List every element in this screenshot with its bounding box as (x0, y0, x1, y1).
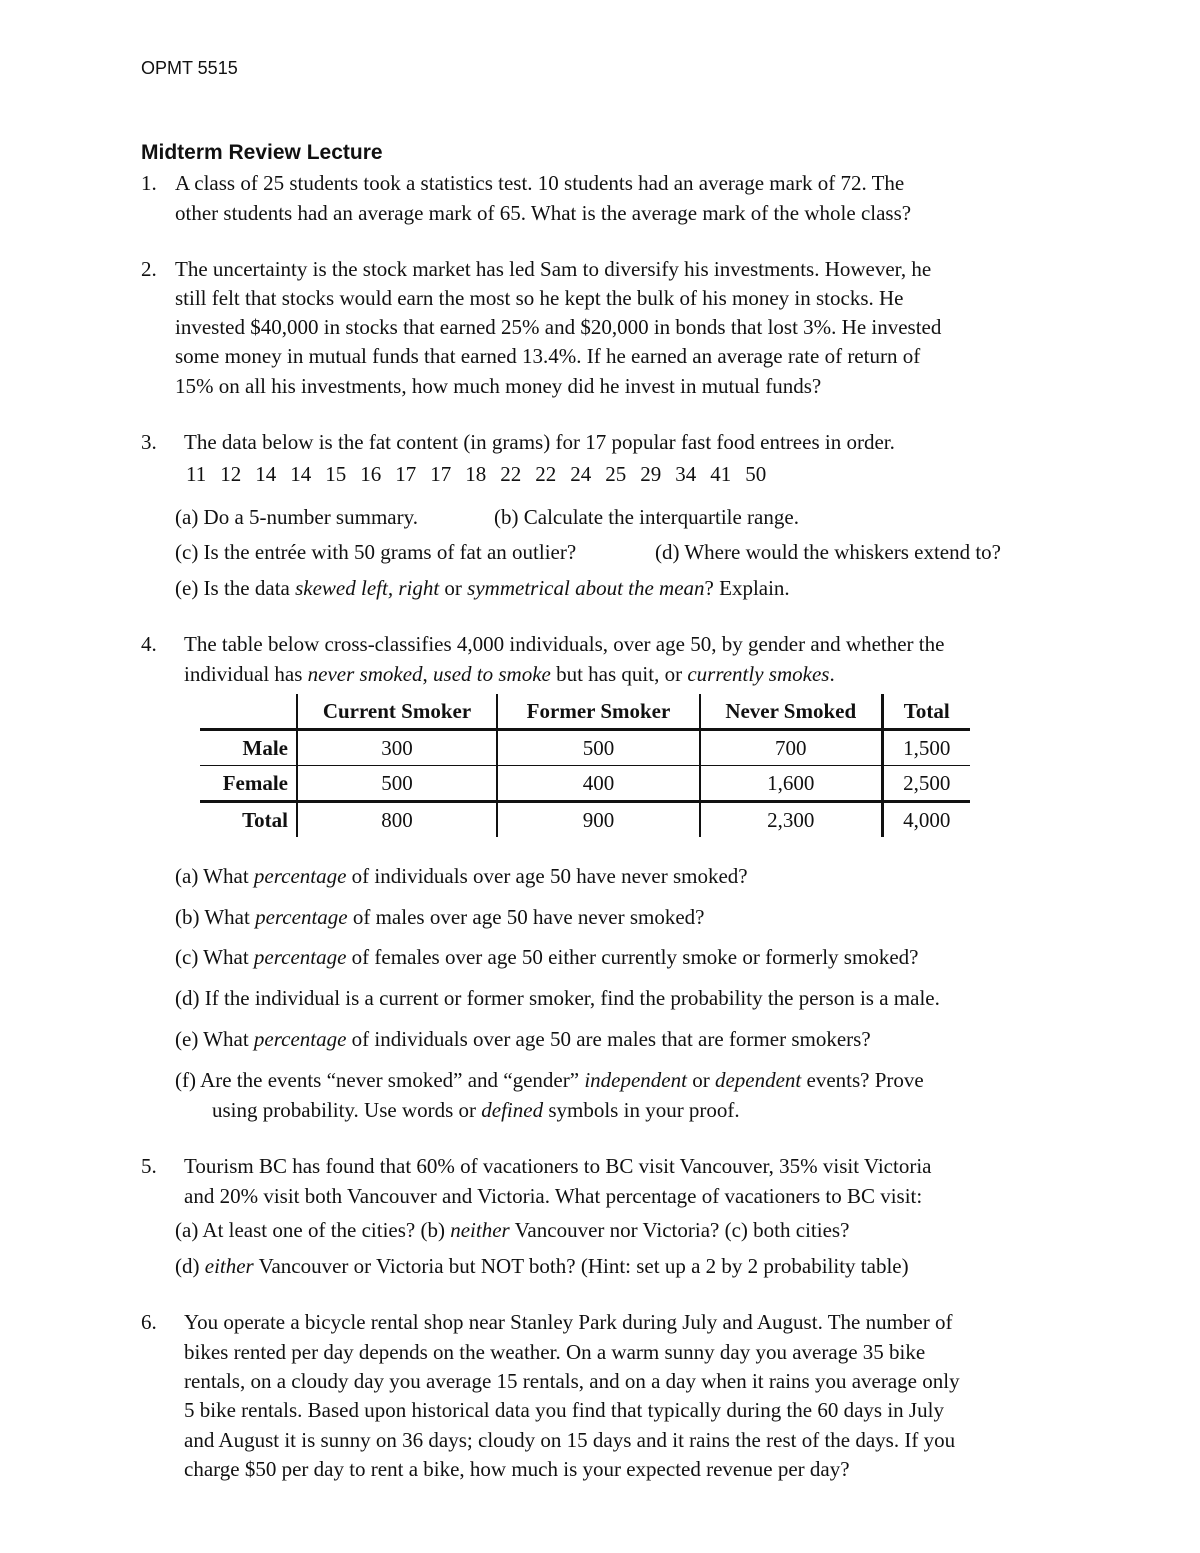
table-cell: 1,500 (882, 730, 970, 766)
text-italic: percentage (253, 1027, 347, 1051)
course-code: OPMT 5515 (141, 58, 238, 78)
text: of females over age 50 either currently smoke or formerly smoked? (346, 945, 919, 969)
text: (e) Is the data (175, 576, 296, 600)
text-italic: either (204, 1254, 254, 1278)
q1-line: other students had an average mark of 65. What is the average mark of the whole class? (175, 201, 912, 225)
table-cell: 500 (297, 766, 497, 802)
data-value: 12 (220, 462, 242, 486)
q3-part-a: (a) Do a 5-number summary. (175, 505, 418, 529)
data-value: 14 (255, 462, 277, 486)
text-italic: dependent (714, 1068, 802, 1092)
page-title: Midterm Review Lecture (141, 141, 383, 164)
column-header: Current Smoker (297, 694, 497, 730)
q4-intro: The table below cross-classifies 4,000 individuals, over age 50, by gender and whether the (184, 632, 945, 656)
text: of individuals over age 50 have never smoked? (346, 864, 748, 888)
q5-line: Tourism BC has found that 60% of vacationers to BC visit Vancouver, 35% visit Victoria (184, 1154, 932, 1178)
q4-part-b (175, 907, 704, 928)
text-italic: defined (481, 1098, 544, 1122)
text-italic: skewed left, right (295, 576, 440, 600)
table-cell: 300 (297, 730, 497, 766)
smoking-table (200, 694, 970, 837)
text-italic: independent (584, 1068, 687, 1092)
data-value: 34 (675, 462, 697, 486)
q3-part-d: (d) Where would the whiskers extend to? (655, 540, 1002, 564)
data-value: 41 (710, 462, 732, 486)
table-cell: 700 (700, 730, 882, 766)
text: (b) What (175, 905, 256, 929)
q3-intro: The data below is the fat content (in grams) for 17 popular fast food entrees in order. (184, 430, 895, 454)
data-value: 17 (395, 462, 417, 486)
q3-number: 3. (141, 430, 157, 454)
q5-line: and 20% visit both Vancouver and Victoria. What percentage of vacationers to BC visit: (184, 1184, 923, 1208)
text-italic: percentage (253, 864, 347, 888)
q2-number: 2. (141, 257, 157, 281)
q1-line: A class of 25 students took a statistics test. 10 students had an average mark of 72. The (175, 171, 905, 195)
q6-line: charge $50 per day to rent a bike, how much is your expected revenue per day? (184, 1457, 850, 1481)
text: (a) At least one of the cities? (b) (175, 1218, 451, 1242)
table-cell: 4,000 (882, 802, 970, 838)
text: (d) (175, 1254, 205, 1278)
q4-part-e (175, 1029, 871, 1050)
data-value: 18 (465, 462, 487, 486)
data-value: 25 (605, 462, 627, 486)
column-header: Former Smoker (497, 694, 700, 730)
q4-part-f (175, 1070, 924, 1091)
q4-number: 4. (141, 632, 157, 656)
text: symbols in your proof. (543, 1098, 740, 1122)
table-cell: 500 (497, 730, 700, 766)
q3-part-c: (c) Is the entrée with 50 grams of fat an outlier? (175, 540, 577, 564)
text: (e) What (175, 1027, 254, 1051)
text: of individuals over age 50 are males that are former smokers? (346, 1027, 871, 1051)
row-header: Male (200, 730, 297, 766)
q2-line: 15% on all his investments, how much money did he invest in mutual funds? (175, 374, 822, 398)
q4-part-f-cont (212, 1100, 740, 1121)
q6-line: bikes rented per day depends on the weather. On a warm sunny day you average 35 bike (184, 1340, 926, 1364)
table-cell: 2,300 (700, 802, 882, 838)
text-italic: used to smoke (433, 662, 551, 686)
data-value: 16 (360, 462, 382, 486)
text: Vancouver or Victoria but NOT both? (Hint: set up a 2 by 2 probability table) (253, 1254, 909, 1278)
q6-line: 5 bike rentals. Based upon historical data you find that typically during the 60 days in July (184, 1398, 944, 1422)
text: or (686, 1068, 715, 1092)
text: or (439, 576, 468, 600)
data-value: 15 (325, 462, 347, 486)
text-italic: neither (450, 1218, 510, 1242)
q1-number: 1. (141, 171, 157, 195)
q5-line (175, 1220, 849, 1241)
q6-line: and August it is sunny on 36 days; cloudy on 15 days and it rains the rest of the days. If you (184, 1428, 956, 1452)
row-header: Total (242, 807, 288, 832)
table-cell: 400 (497, 766, 700, 802)
text: but has quit, or (550, 662, 688, 686)
q2-line: invested $40,000 in stocks that earned 25% and $20,000 in bonds that lost 3%. He invested (175, 315, 942, 339)
table-cell: 2,500 (882, 766, 970, 802)
text: events? Prove (801, 1068, 924, 1092)
column-header: Total (882, 694, 970, 730)
q6-number: 6. (141, 1310, 157, 1334)
text: using probability. Use words or (212, 1098, 482, 1122)
q2-line: The uncertainty is the stock market has led Sam to diversify his investments. However, he (175, 257, 932, 281)
q3-data-values (186, 464, 780, 485)
text-italic: percentage (255, 905, 348, 929)
q6-line: You operate a bicycle rental shop near Stanley Park during July and August. The number of (184, 1310, 953, 1334)
text: (a) What (175, 864, 254, 888)
data-value: 17 (430, 462, 452, 486)
data-value: 29 (640, 462, 662, 486)
table-cell: 800 (297, 802, 497, 838)
q3-part-e (175, 578, 790, 599)
data-value: 11 (186, 462, 207, 486)
q4-part-d: (d) If the individual is a current or former smoker, find the probability the person is a male. (175, 986, 940, 1010)
q4-part-c (175, 947, 918, 968)
text: Vancouver nor Victoria? (c) both cities? (509, 1218, 850, 1242)
data-value: 22 (500, 462, 522, 486)
text: (f) Are the events “never smoked” and “gender” (175, 1068, 585, 1092)
table-cell: 900 (497, 802, 700, 838)
table-row (200, 730, 970, 766)
q4-intro (184, 664, 835, 685)
table-row (200, 802, 970, 838)
data-value: 24 (570, 462, 592, 486)
text: ? Explain. (704, 576, 790, 600)
text-italic: currently smokes (687, 662, 830, 686)
q5-number: 5. (141, 1154, 157, 1178)
text-italic: symmetrical about the mean (467, 576, 705, 600)
column-header: Never Smoked (700, 694, 882, 730)
text: , (422, 662, 434, 686)
text-italic: percentage (253, 945, 347, 969)
data-value: 22 (535, 462, 557, 486)
table-header-row (200, 694, 970, 730)
table-row (200, 766, 970, 802)
text: (c) What (175, 945, 254, 969)
text: of males over age 50 have never smoked? (347, 905, 705, 929)
data-value: 14 (290, 462, 312, 486)
q4-part-a (175, 866, 748, 887)
q5-line (175, 1256, 909, 1277)
row-header: Female (200, 766, 297, 802)
q2-line: still felt that stocks would earn the most so he kept the bulk of his money in stocks. He (175, 286, 904, 310)
table-cell: 1,600 (700, 766, 882, 802)
q6-line: rentals, on a cloudy day you average 15 rentals, and on a day when it rains you average only (184, 1369, 960, 1393)
text: individual has (184, 662, 308, 686)
q3-part-b: (b) Calculate the interquartile range. (494, 505, 799, 529)
q2-line: some money in mutual funds that earned 13.4%. If he earned an average rate of return of (175, 344, 921, 368)
text: . (829, 662, 835, 686)
data-value: 50 (745, 462, 767, 486)
text-italic: never smoked (307, 662, 423, 686)
table-corner (200, 694, 297, 730)
